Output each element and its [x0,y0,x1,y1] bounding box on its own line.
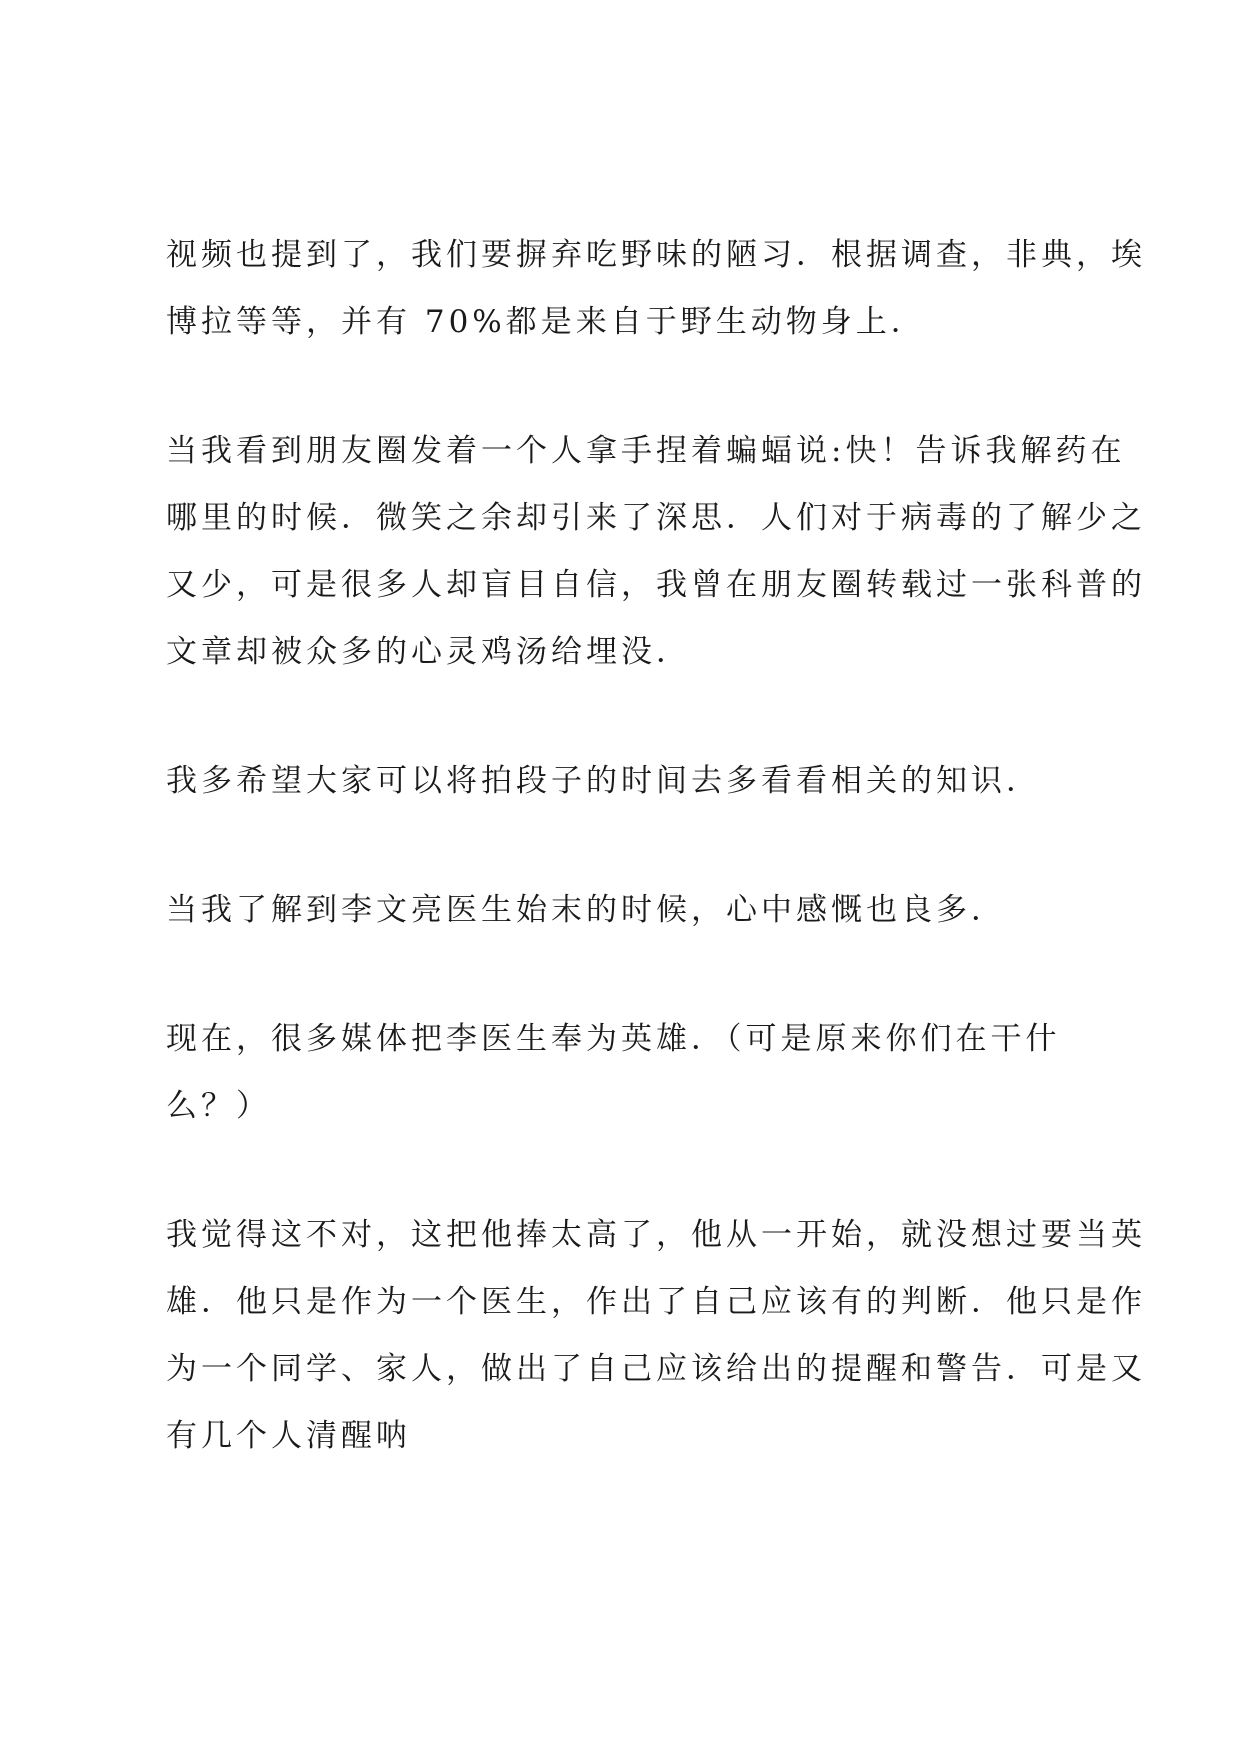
paragraph-line: 哪里的时候．微笑之余却引来了深思．人们对于病毒的了解少之 [166,500,1146,536]
document-body [166,222,1146,1470]
paragraph-line: 么？） [166,1088,271,1124]
paragraph-line: 为一个同学、家人，做出了自己应该给出的提醒和警告．可是又 [166,1351,1146,1387]
paragraph-not-hero [166,1202,1146,1470]
paragraph-line: 视频也提到了，我们要摒弃吃野味的陋习．根据调查，非典，埃 [166,237,1146,273]
paragraph-line: 有几个人清醒呐 [166,1418,411,1454]
paragraph-spacer [166,944,1101,1006]
paragraph-spacer [166,356,1101,418]
paragraph-knowledge-wish [166,748,1101,815]
paragraph-spacer [166,815,1101,877]
paragraph-line: 文章却被众多的心灵鸡汤给埋没． [166,634,691,670]
paragraph-line: 雄．他只是作为一个医生，作出了自己应该有的判断．他只是作 [166,1284,1146,1320]
paragraph-spacer [166,686,1101,748]
paragraph-line: 现在，很多媒体把李医生奉为英雄．（可是原来你们在干什 [166,1021,1061,1057]
paragraph-line: 我觉得这不对，这把他捧太高了，他从一开始，就没想过要当英 [166,1217,1146,1253]
paragraph-li-wenliang [166,877,1101,944]
paragraph-line: 当我了解到李文亮医生始末的时候，心中感慨也良多． [166,892,1006,928]
paragraph-line: 又少，可是很多人却盲目自信，我曾在朋友圈转载过一张科普的 [166,567,1146,603]
paragraph-wild-game [166,222,1146,356]
paragraph-line: 博拉等等，并有 70%都是来自于野生动物身上． [166,304,926,340]
paragraph-line: 我多希望大家可以将拍段子的时间去多看看相关的知识． [166,763,1041,799]
paragraph-line: 当我看到朋友圈发着一个人拿手捏着蝙蝠说:快！告诉我解药在 [166,433,1126,469]
paragraph-moments-bat [166,418,1146,686]
paragraph-spacer [166,1140,1101,1202]
paragraph-media-hero [166,1006,1101,1140]
